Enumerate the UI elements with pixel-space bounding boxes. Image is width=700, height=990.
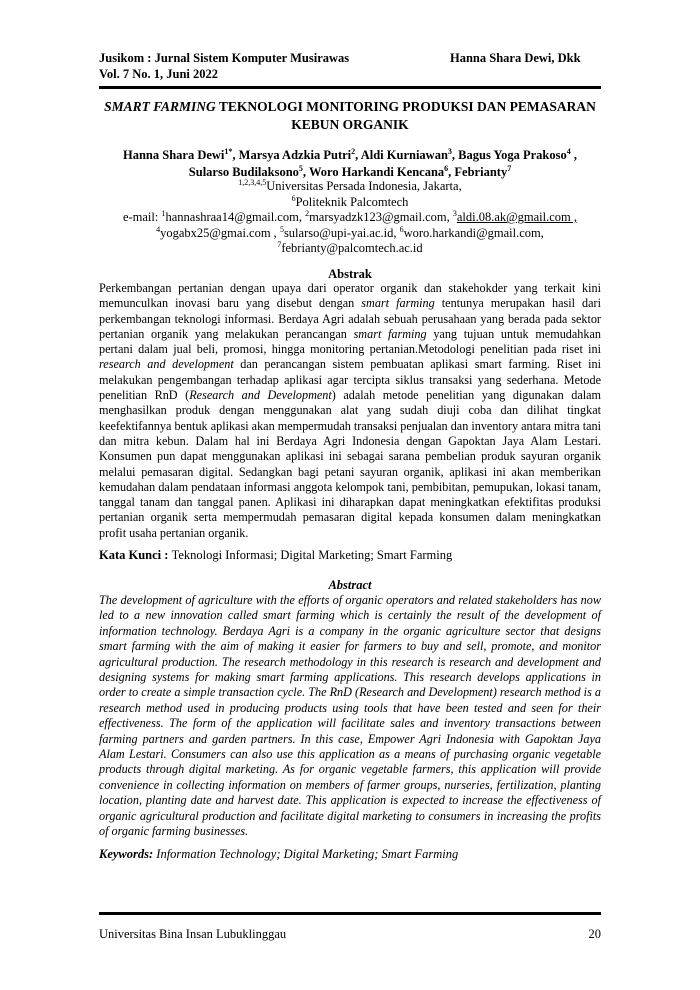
- journal-volume: Vol. 7 No. 1, Juni 2022: [99, 67, 219, 81]
- kata-kunci: [99, 548, 601, 563]
- abstrak-text: ) adalah metode penelitian yang digunakan dalam menghasilkan produk dengan menggunakan alat yang sudah diuji coba dan dilihat tingkat keefektifannya bentuk aplikasi akan mempermudah transaksi penjualan dan inventory antara mitra tani dan mitra kebun. Dalam hal ini Berdaya Agri Indonesia dengan Gapoktan Jaya Alam Lestari. Konsumen pun dapat menggunakan aplikasi ini sebagai sarana pembelian produk sayuran organik melalui pemasaran digital. Sedangkan bagi petani sayuran organik, aplikasi ini akan memberikan kemudahan dalam pendataan informasi anggota kelompok tani, pembibitan, pemupukan, lokasi tanam, tanggal tanam dan tanggal panen. Aplikasi ini diharapkan dapat meningkatkan efektifitas produksi pertanian organik serta mempermudah pemasaran digital kepada konsumen dalam meningkatkan profit usaha pertanian organik.: [99, 388, 602, 540]
- author-sup: 6: [444, 163, 449, 173]
- abstrak-italic: research and development: [99, 357, 234, 372]
- email-link[interactable]: sularso@upi-yai.ac.id,: [283, 225, 397, 240]
- keywords: [99, 847, 601, 862]
- abstrak-body: [99, 281, 601, 541]
- email-sup: 1: [161, 208, 166, 218]
- title-italic: SMART FARMING: [104, 99, 216, 114]
- abstrak-text: tentunya merupakan hasil dari perkembangan teknologi informasi. Berdaya Agri adalah sebuah perusahaan yang berada pada sektor pertanian organik yang melakukan perancangan: [99, 296, 601, 341]
- footer-institution: Universitas Bina Insan Lubuklinggau: [99, 927, 287, 941]
- abstract-body: The development of agriculture with the efforts of organic operators and related stakeholders has now led to a new innovation called smart farming which is certainly the result of the development of information technology. Berdaya Agri is a company in the organic agriculture sector that designs smart farming with the aim of making it easier for farmers to buy and sell, promote, and monitor agricultural production. The research methodology in this research is research and development and designing systems for making smart farming applications. This research develops applications in order to create a simple transaction cycle. The RnD (Research and Development) research method is a research method used in producing products using tools that have been tested and seen for their effectiveness. The form of the application will facilitate sales and inventory transactions between farming partners and garden partners. In this case, Empower Agri Indonesia with Gapoktan Jaya Alam Lestari. Consumers can also use this application as a means of purchasing organic vegetable products through digital marketing. As for organic vegetable farmers, this application will provide convenience in collecting information on members of farmer groups, nurseries, fertilization, planting location, planting date and harvest date. This application is expected to increase the effectiveness of organic agricultural production and facilitate digital marketing to consumers in increasing the profits of organic farming businesses.: [99, 593, 601, 839]
- email-sup: 4: [156, 224, 161, 234]
- email-link[interactable]: hannashraa14@gmail.com,: [165, 210, 302, 224]
- affiliation-1: [99, 179, 601, 195]
- email-link[interactable]: marsyadzk123@gmail.com,: [309, 210, 450, 224]
- running-header-authors: Hanna Shara Dewi, Dkk: [450, 51, 581, 65]
- affiliation-2: [99, 195, 601, 211]
- email-sup: 6: [399, 224, 404, 234]
- abstrak-text: dan perancangan sistem pembuatan aplikasi smart farming. Riset ini melakukan pengembangan terhadap aplikasi agar tercipta siklus transaksi yang sederhana. Metode penelitian RnD (: [99, 357, 601, 403]
- email-sup: 2: [305, 208, 310, 218]
- abstrak-heading: Abstrak: [328, 267, 372, 281]
- author-name: Aldi Kurniawan: [360, 148, 448, 162]
- author-sup: 7: [507, 163, 512, 173]
- kata-kunci-label: Kata Kunci :: [99, 548, 172, 562]
- email-sup: 3: [452, 208, 457, 218]
- email-line-3: [99, 241, 601, 257]
- keywords-text: Information Technology; Digital Marketing; Smart Farming: [156, 847, 459, 861]
- email-sup: 5: [279, 224, 284, 234]
- email-label: e-mail:: [122, 210, 162, 224]
- abstrak-italic: smart farming: [353, 326, 427, 341]
- email-link[interactable]: yogabx25@gmai.com ,: [160, 225, 277, 240]
- running-header-left: [99, 50, 349, 82]
- author-name: Febrianty: [454, 164, 508, 179]
- kata-kunci-text: Teknologi Informasi; Digital Marketing; Smart Farming: [171, 548, 453, 562]
- affiliations: [99, 179, 601, 257]
- author-sup: 1*: [224, 146, 233, 156]
- title-rest: TEKNOLOGI MONITORING PRODUKSI DAN PEMASARAN KEBUN ORGANIK: [215, 99, 596, 132]
- header-rule: [99, 86, 601, 89]
- abstrak-text: yang tujuan untuk memudahkan pertani dalam jual beli, promosi, hingga monitoring pertanian.Metodologi penelitian pada riset ini: [99, 326, 601, 357]
- paper-title: [99, 98, 601, 134]
- journal-name: Jusikom : Jurnal Sistem Komputer Musirawas: [99, 51, 350, 65]
- author-list: Hanna Shara Dewi$^{1*}$, Marsya Adzkia Putri$^2$, Aldi Kurniawan$^3$, Bagus Yoga Prakoso$^4$ , Sularso Budilaksono$^5$, Woro Harkandi Kencana$^6$, Febrianty$^7$: [123, 146, 577, 179]
- keywords-label: Keywords:: [99, 847, 157, 861]
- abstrak-text: Perkembangan pertanian dengan upaya dari operator organik dan stakehokder yang terkait kini memunculkan inovasi baru yang disebut dengan: [99, 281, 601, 311]
- author-sup: 4: [566, 146, 571, 156]
- author-name: Hanna Shara Dewi: [123, 148, 225, 162]
- email-link[interactable]: aldi.08.ak@gmail.com ,: [456, 210, 578, 224]
- footer-rule: [99, 912, 601, 915]
- email-line-1: [99, 210, 601, 226]
- affil-sup: 1,2,3,4,5: [238, 177, 267, 187]
- author-sup: 3: [447, 146, 452, 156]
- abstrak-italic: Research and Development: [189, 388, 332, 403]
- author-name: Woro Harkandi Kencana: [308, 164, 445, 179]
- author-sup: 5: [298, 163, 303, 173]
- email-link[interactable]: woro.harkandi@gmail.com,: [403, 225, 544, 240]
- author-sup: 2: [351, 146, 356, 156]
- affil-text: Universitas Persada Indonesia, Jakarta,: [266, 179, 462, 193]
- author-name: Marsya Adzkia Putri: [238, 148, 352, 162]
- email-sup: 7: [277, 239, 282, 249]
- email-line-2: [99, 226, 601, 242]
- author-name: Bagus Yoga Prakoso: [458, 148, 567, 162]
- email-link[interactable]: febrianty@palcomtech.ac.id: [281, 241, 423, 255]
- affil-text: Politeknik Palcomtech: [295, 194, 409, 209]
- affil-sup: 6: [291, 193, 296, 203]
- author-name: Sularso Budilaksono: [188, 164, 299, 179]
- page-number: 20: [588, 927, 601, 941]
- abstrak-italic: smart farming: [361, 296, 435, 311]
- abstract-heading: Abstract: [328, 578, 372, 592]
